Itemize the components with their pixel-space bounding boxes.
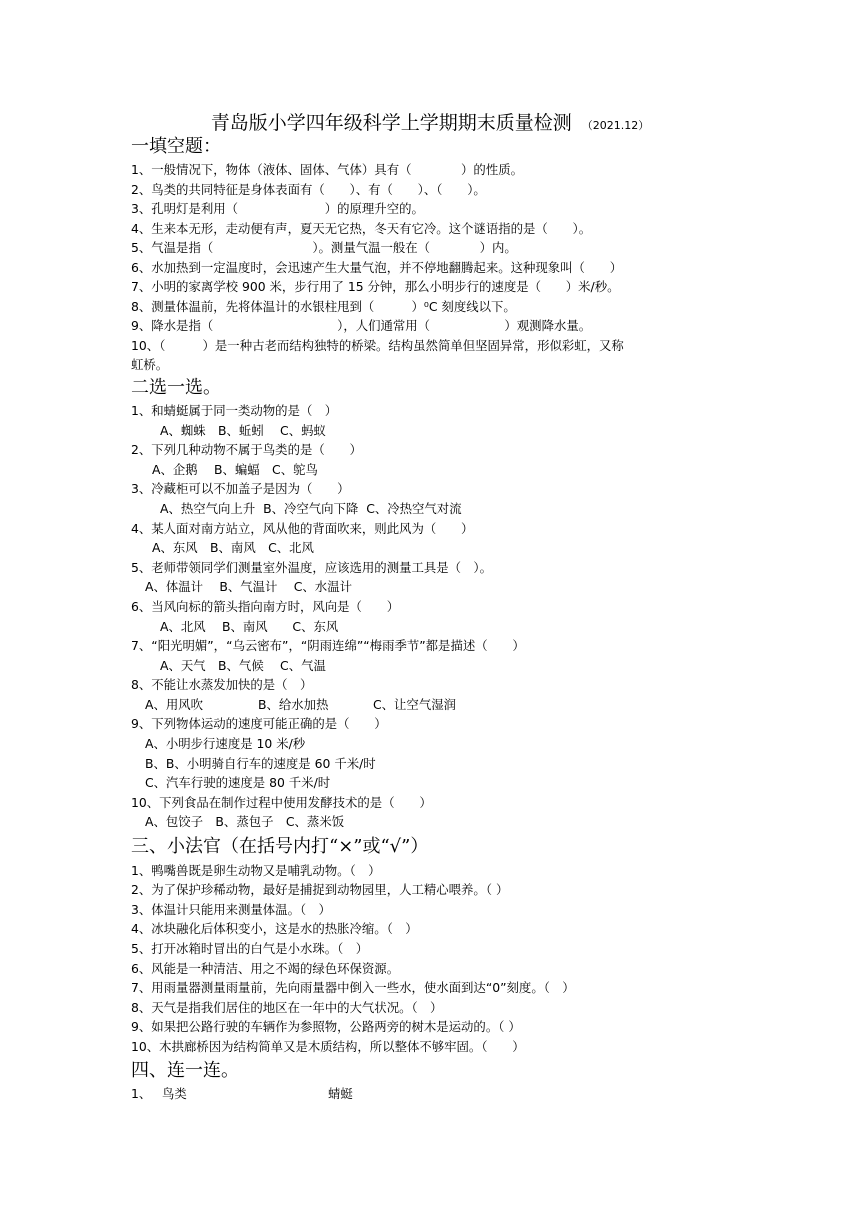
- choice-option-8c: C、让空气湿润: [373, 697, 456, 712]
- fill-question-8: 8、测量体温前，先将体温计的水银柱甩到（ ）⁰C 刻度线以下。: [131, 299, 516, 314]
- choice-option-9b: B、B、小明骑自行车的速度是 60 千米/时: [145, 756, 376, 771]
- match-right-item: 蜻蜓: [328, 1086, 353, 1101]
- choice-options-4: A、东风 B、南风 C、北风: [152, 540, 314, 555]
- judge-question-4: 4、冰块融化后体积变小，这是水的热胀冷缩。（ ）: [131, 921, 418, 936]
- fill-question-5: 5、气温是指（ ）。测量气温一般在（ ）内。: [131, 240, 517, 255]
- match-number: 1、: [131, 1086, 152, 1101]
- exam-date: （2021.12）: [581, 119, 650, 132]
- section-heading-match: 四、连一连。: [131, 1060, 239, 1081]
- fill-question-10-cont: 虹桥。: [131, 357, 169, 372]
- choice-options-7: A、天气 B、气候 C、气温: [160, 658, 326, 673]
- choice-option-9a: A、小明步行速度是 10 米/秒: [145, 736, 306, 751]
- judge-question-7: 7、用雨量器测量雨量前，先向雨量器中倒入一些水，使水面到达“0”刻度。（ ）: [131, 980, 575, 995]
- choice-question-10: 10、下列食品在制作过程中使用发酵技术的是（ ）: [131, 795, 432, 810]
- fill-question-10: 10、（ ）是一种古老而结构独特的桥梁。结构虽然简单但坚固异常，形似彩虹，又称: [131, 338, 624, 353]
- match-left-item: 鸟类: [162, 1086, 187, 1101]
- choice-option-8b: B、给水加热: [258, 697, 329, 712]
- title-row: [0, 108, 860, 135]
- choice-options-6: A、北风 B、南风 C、东风: [160, 619, 339, 634]
- choice-question-4: 4、某人面对南方站立，风从他的背面吹来，则此风为（ ）: [131, 521, 474, 536]
- judge-question-3: 3、体温计只能用来测量体温。（ ）: [131, 902, 331, 917]
- judge-question-1: 1、鸭嘴兽既是卵生动物又是哺乳动物。（ ）: [131, 863, 381, 878]
- fill-question-6: 6、水加热到一定温度时，会迅速产生大量气泡，并不停地翻腾起来。这种现象叫（ ）: [131, 260, 623, 275]
- section-heading-choice: 二选一选。: [131, 377, 221, 398]
- choice-options-3: A、热空气向上升 B、冷空气向下降 C、冷热空气对流: [160, 501, 462, 516]
- choice-option-8a: A、用风吹: [145, 697, 204, 712]
- choice-options-10: A、包饺子 B、蒸包子 C、蒸米饭: [145, 814, 345, 829]
- judge-question-2: 2、为了保护珍稀动物，最好是捕捉到动物园里，人工精心喂养。（ ）: [131, 882, 509, 897]
- choice-question-3: 3、冷藏柜可以不加盖子是因为（ ）: [131, 481, 350, 496]
- fill-question-1: 1、一般情况下，物体（液体、固体、气体）具有（ ）的性质。: [131, 162, 523, 177]
- choice-question-6: 6、当风向标的箭头指向南方时，风向是（ ）: [131, 599, 400, 614]
- fill-question-3: 3、孔明灯是利用（ ）的原理升空的。: [131, 201, 424, 216]
- choice-question-8: 8、不能让水蒸发加快的是（ ）: [131, 677, 313, 692]
- section-heading-fill: 一填空题：: [131, 136, 221, 157]
- choice-question-1: 1、和蜻蜓属于同一类动物的是（ ）: [131, 403, 338, 418]
- section-heading-judge: 三、小法官（在括号内打“×”或“√”）: [131, 836, 429, 857]
- fill-question-4: 4、生来本无形，走动便有声，夏天无它热，冬天有它冷。这个谜语指的是（ ）。: [131, 221, 592, 236]
- choice-question-5: 5、老师带领同学们测量室外温度，应该选用的测量工具是（ ）。: [131, 560, 493, 575]
- judge-question-6: 6、风能是一种清洁、用之不竭的绿色环保资源。: [131, 961, 400, 976]
- choice-question-2: 2、下列几种动物不属于鸟类的是（ ）: [131, 442, 362, 457]
- fill-question-9: 9、降水是指（ ），人们通常用（ ）观测降水量。: [131, 318, 592, 333]
- choice-options-2: A、企鹅 B、蝙蝠 C、鸵鸟: [152, 462, 318, 477]
- choice-question-7: 7、“阳光明媚”，“乌云密布”，“阴雨连绵”“梅雨季节”都是描述（ ）: [131, 638, 525, 653]
- choice-options-5: A、体温计 B、气温计 C、水温计: [145, 579, 352, 594]
- fill-question-2: 2、鸟类的共同特征是身体表面有（ ）、有（ ）、（ ）。: [131, 182, 486, 197]
- choice-options-1: A、蜘蛛 B、蚯蚓 C、蚂蚁: [160, 423, 326, 438]
- judge-question-5: 5、打开冰箱时冒出的白气是小水珠。（ ）: [131, 941, 369, 956]
- choice-question-9: 9、下列物体运动的速度可能正确的是（ ）: [131, 716, 387, 731]
- page-title: 青岛版小学四年级科学上学期期末质量检测: [210, 112, 572, 134]
- fill-question-7: 7、小明的家离学校 900 米，步行用了 15 分钟，那么小明步行的速度是（ ）米/秒。: [131, 279, 620, 294]
- judge-question-10: 10、木拱廊桥因为结构简单又是木质结构，所以整体不够牢固。（ ）: [131, 1039, 525, 1054]
- choice-option-9c: C、汽车行驶的速度是 80 千米/时: [145, 775, 331, 790]
- judge-question-8: 8、天气是指我们居住的地区在一年中的大气状况。（ ）: [131, 1000, 443, 1015]
- judge-question-9: 9、如果把公路行驶的车辆作为参照物，公路两旁的树木是运动的。（ ）: [131, 1019, 521, 1034]
